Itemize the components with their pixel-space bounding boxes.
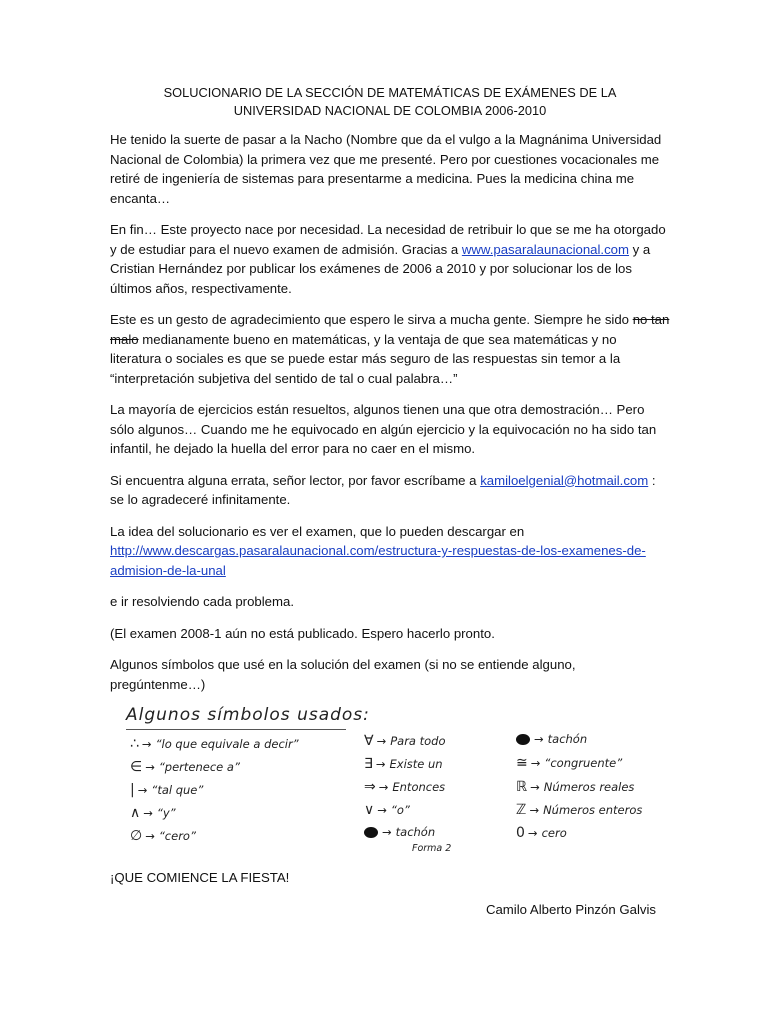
exam-download-link[interactable]: http://www.descargas.pasaralaunacional.com/estructura-y-respuestas-de-los-examenes-de-admision-de-la-unal <box>110 543 646 578</box>
exists-icon: ∃ <box>364 756 373 772</box>
for-all-icon: ∀ <box>364 733 374 749</box>
symbols-title-underline <box>126 729 346 730</box>
arrow-icon: → <box>378 780 389 794</box>
symbol-meaning: cero <box>541 826 567 840</box>
arrow-icon: → <box>375 757 386 771</box>
implies-icon: ⇒ <box>364 779 376 795</box>
paragraph-intro: He tenido la suerte de pasar a la Nacho (Nombre que da el vulgo a la Magnánima Universidad Nacional de Colombia) la primera vez que me presenté. Pero por cuestiones vocacionales me retiré de ingeniería de sistemas para presentarme a medicina. Pues la medicina china me encanta… <box>110 132 662 206</box>
symbols-handwritten-image <box>116 702 668 854</box>
symbol-meaning: Números enteros <box>543 803 643 817</box>
arrow-icon: → <box>382 825 392 839</box>
document-page <box>110 84 670 931</box>
symbol-row <box>516 730 587 750</box>
symbol-row <box>130 827 196 847</box>
symbol-meaning: tachón <box>547 732 588 746</box>
symbol-row <box>364 778 445 798</box>
document-title: SOLUCIONARIO DE LA SECCIÓN DE MATEMÁTICAS DE EXÁMENES DE LA UNIVERSIDAD NACIONAL DE COLOMBIA 2006-2010 <box>163 85 617 118</box>
paragraph-note: (El examen 2008-1 aún no está publicado. Espero hacerlo pronto. <box>110 625 495 641</box>
arrow-icon: → <box>376 734 387 748</box>
paragraph-download <box>110 522 670 581</box>
or-icon: ∨ <box>364 802 375 818</box>
arrow-icon: → <box>534 732 544 746</box>
symbol-meaning: Números reales <box>543 780 635 794</box>
arrow-icon: → <box>137 783 148 797</box>
arrow-icon: → <box>529 803 540 817</box>
arrow-icon: → <box>530 756 541 770</box>
integers-icon: ℤ <box>516 802 527 818</box>
symbol-row <box>516 801 642 821</box>
symbol-row <box>516 824 567 844</box>
symbol-row <box>130 804 176 824</box>
symbol-meaning: Para todo <box>390 734 446 748</box>
paragraph-exercises: La mayoría de ejercicios están resueltos, algunos tienen una que otra demostración… Pero sólo algunos… Cuando me he equivocado en algún ejercicio y la equivocación no ha sido tan infantil, he dejado la huella del error para no caer en el mismo. <box>110 402 657 456</box>
symbol-meaning: “pertenece a” <box>158 760 240 774</box>
symbol-meaning: Existe un <box>389 757 443 771</box>
paragraph-purpose <box>110 220 670 298</box>
signature: Camilo Alberto Pinzón Galvis <box>485 901 656 917</box>
paragraph-errata <box>110 471 670 510</box>
arrow-icon: → <box>145 829 155 843</box>
such-that-icon: | <box>130 782 135 798</box>
paragraph-download-text: La idea del solucionario es ver el examen, que lo pueden descargar en <box>110 523 525 539</box>
paragraph-errata-end: : se lo agradeceré infinitamente. <box>110 472 656 507</box>
element-of-icon: ∈ <box>130 759 143 775</box>
arrow-icon: → <box>145 760 155 774</box>
symbol-meaning: “lo que equivale a decir” <box>155 737 299 751</box>
arrow-icon: → <box>141 737 152 751</box>
paragraph-symbols-intro: Algunos símbolos que usé en la solución del examen (si no se entiende alguno, pregúntenme…) <box>110 657 576 692</box>
closing-line: ¡QUE COMIENCE LA FIESTA! <box>110 870 290 885</box>
symbol-meaning: tachón <box>395 825 436 839</box>
symbol-note: Forma 2 <box>412 843 452 854</box>
pasaralaunacional-link[interactable]: www.pasaralaunacional.com <box>461 241 630 257</box>
paragraph-resolve: e ir resolviendo cada problema. <box>110 594 294 609</box>
symbol-meaning: Entonces <box>392 780 446 794</box>
symbol-meaning: “y” <box>156 806 176 820</box>
zero-icon: 0 <box>516 825 525 841</box>
symbol-meaning: “congruente” <box>544 756 623 770</box>
struck-text: no tan malo <box>110 312 670 347</box>
symbol-row <box>364 801 410 821</box>
arrow-icon: → <box>377 803 387 817</box>
arrow-icon: → <box>143 806 153 820</box>
paragraph-gratitude-start: Este es un gesto de agradecimiento que espero le sirva a mucha gente. Siempre he sido <box>110 312 633 327</box>
symbol-row <box>130 735 299 755</box>
and-icon: ∧ <box>130 805 141 821</box>
symbol-meaning: “cero” <box>158 829 196 843</box>
symbol-row <box>516 778 634 798</box>
real-numbers-icon: ℝ <box>516 779 528 795</box>
arrow-icon: → <box>530 780 540 794</box>
paragraph-purpose-end: y a Cristian Hernández por publicar los exámenes de 2006 a 2010 y por solucionar los de los últimos años, respectivamente. <box>110 241 651 296</box>
congruent-icon: ≅ <box>516 755 528 771</box>
symbol-meaning: “tal que” <box>151 783 204 797</box>
symbol-row <box>364 755 443 775</box>
arrow-icon: → <box>527 826 538 840</box>
paragraph-purpose-start: En fin… Este proyecto nace por necesidad. La necesidad de retribuir lo que se me ha otorgado y de estudiar para el nuevo examen de admisión. Gracias a <box>110 222 666 257</box>
paragraph-errata-start: Si encuentra alguna errata, señor lector, por favor escríbame a <box>110 472 481 488</box>
paragraph-gratitude-end: medianamente bueno en matemáticas, y la ventaja de que sea matemáticas y no literatura o sociales es que se puede estar más seguro de las respuestas sin temor a la “interpretación subjetiva del sentido de tal o cual palabra…” <box>110 331 621 386</box>
scribble-icon <box>364 827 378 838</box>
symbol-row <box>130 758 240 778</box>
symbol-row <box>516 754 622 774</box>
symbol-meaning: “o” <box>390 803 410 817</box>
therefore-icon: ∴ <box>130 736 139 752</box>
scribble-icon <box>516 734 530 745</box>
email-link[interactable]: kamiloelgenial@hotmail.com <box>480 472 649 488</box>
paragraph-gratitude <box>110 310 670 388</box>
symbol-row <box>130 781 203 801</box>
symbols-title: Algunos símbolos usados: <box>126 705 370 725</box>
symbol-row <box>364 732 446 752</box>
empty-set-icon: ∅ <box>130 828 143 844</box>
